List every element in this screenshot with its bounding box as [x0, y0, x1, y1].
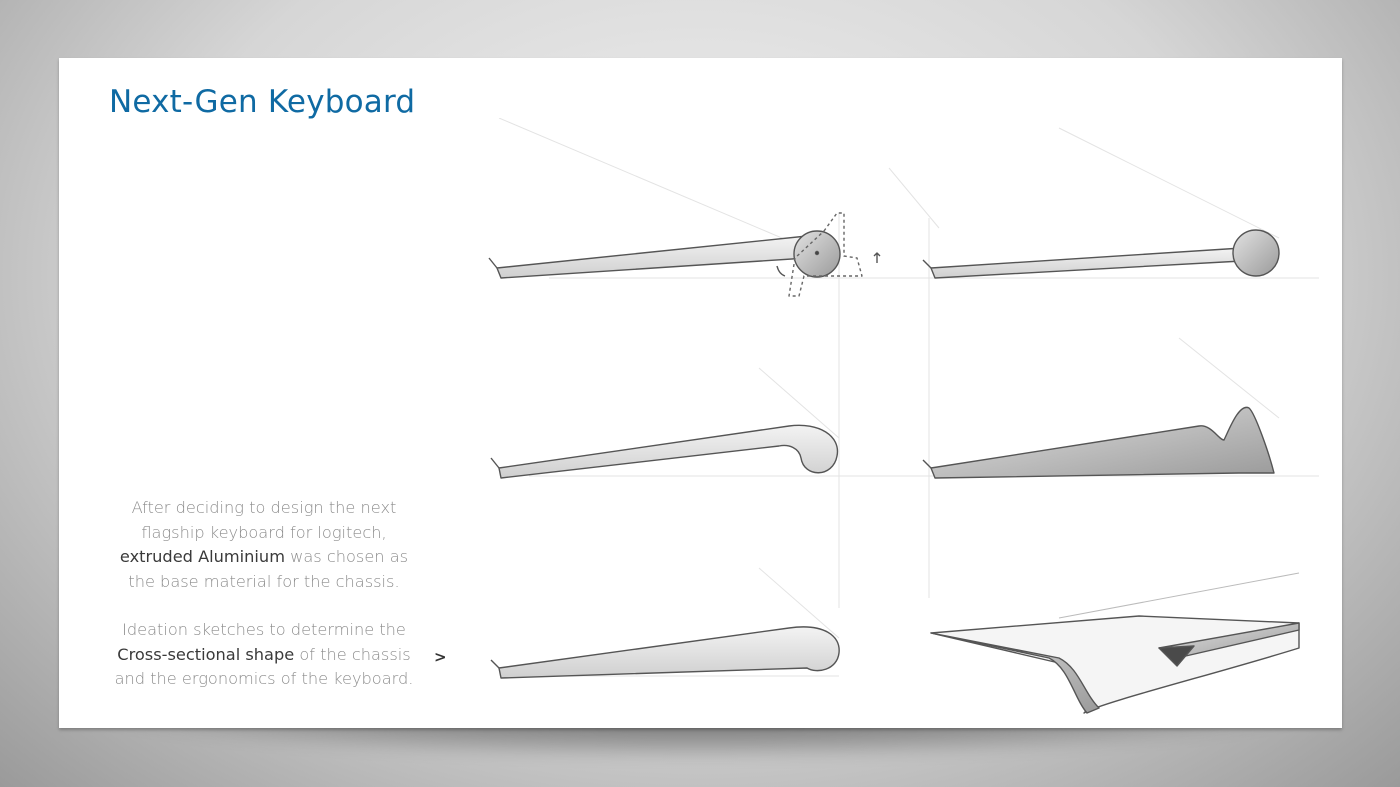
desc-line: After deciding to design the next	[131, 498, 397, 517]
sketch-flat-curl	[491, 627, 839, 678]
highlight-material: extruded Aluminium	[119, 547, 285, 566]
page-title: Next-Gen Keyboard	[109, 84, 416, 120]
description-text	[99, 496, 429, 692]
sketch-round-bar-rotation	[489, 213, 880, 296]
sketch-round-bar	[923, 230, 1279, 278]
sketch-hooked-curl	[491, 425, 837, 478]
presentation-slide	[59, 58, 1342, 728]
desc-line: was chosen as	[284, 547, 409, 566]
highlight-shape: Cross-sectional shape	[117, 644, 295, 664]
desc-line: Ideation sketches to determine the	[122, 620, 406, 639]
desc-line: the base material for the chassis.	[128, 571, 400, 591]
desc-line: flagship keyboard for logitech,	[141, 522, 387, 542]
next-arrow-button[interactable]: >	[434, 648, 447, 666]
sketch-peaked-ridge	[923, 407, 1274, 478]
sketch-sheet	[459, 118, 1319, 718]
desc-line: and the ergonomics of the keyboard.	[114, 669, 414, 688]
sketch-wide-chassis	[931, 573, 1299, 713]
desc-line: of the chassis	[294, 644, 411, 664]
